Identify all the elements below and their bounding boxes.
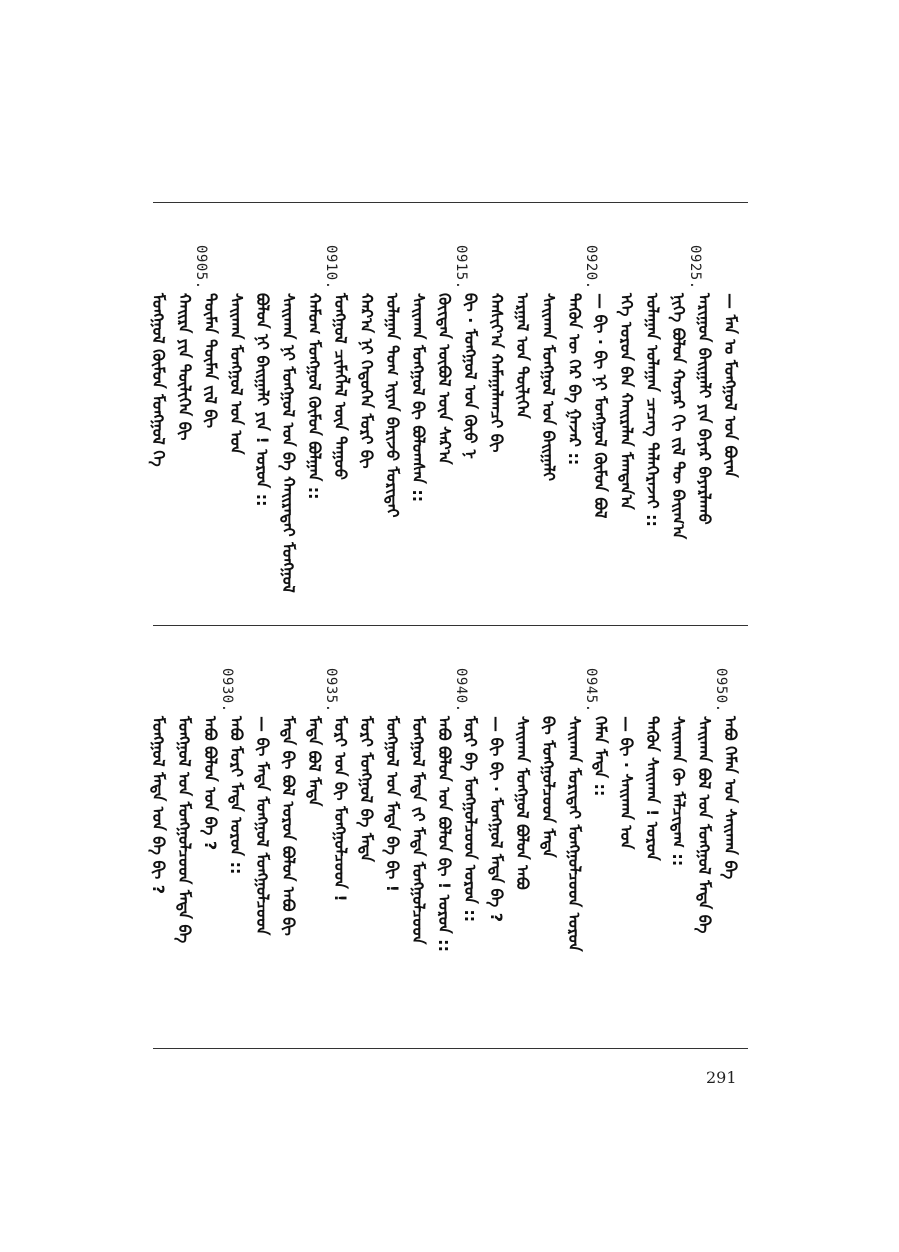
verse-line: — ᠪᠢ · ᠰᠠᠢᠬᠠᠨ ᠤᠨ: [617, 716, 636, 850]
line-number: 0935.: [323, 668, 339, 713]
line-number: 0945.: [583, 668, 599, 713]
line-number: 0925.: [687, 245, 703, 290]
verse-line: ᠰᠠᠢᠬᠠᠨ ᠨᠢ ᠮᠣᠩᠭᠣᠯ ᠤᠨ ᠪᠠ ᠬᠠᠢᠷᠠᠲᠠᠢ ᠮᠣᠩᠭᠣᠯ: [279, 293, 298, 593]
line-number: 0905.: [193, 245, 209, 290]
verse-column: [297, 668, 327, 1048]
verse-line: ᠬᠡᠮᠡᠨ ᠮᠡᠳᠡ ::: [591, 716, 610, 797]
verse-column: [401, 245, 431, 625]
verse-line: ᠮᠣᠩᠭᠣᠯ ᠤᠨ ᠮᠡᠳᠡ ᠪᠠ ᠪᠢ !: [383, 716, 402, 893]
verse-line: ᠰᠠᠢᠬᠠᠨ ᠮᠣᠩᠭᠣᠯ ᠤᠨ ᠤᠨ: [227, 293, 246, 455]
verse-column: [609, 668, 639, 1048]
verse-column: [375, 668, 405, 1048]
verse-column: [505, 668, 535, 1048]
verse-column: [713, 668, 743, 1048]
verse-line: ᠡᠬᠡ ᠣᠷᠣᠨ ᠪᠡᠨ ᠬᠠᠢᠷᠠᠯᠠᠨ ᠮᠠᠭᠲᠠᠨ᠎ᠠ: [617, 293, 636, 510]
verse-column: [687, 245, 717, 625]
verse-line: ᠰᠠᠢᠬᠠᠨ ᠮᠣᠩᠭᠣᠯ ᠪᠢ ᠪᠣᠯᠤᠭᠰᠠᠨ ::: [409, 293, 428, 503]
verse-line: ᠰᠠᠢᠬᠠᠨ ᠬᠦ ᠮᠠᠯᠴᠢᠳᠠᠭ ::: [669, 716, 688, 867]
verse-column: [713, 245, 743, 625]
verse-line: ᠪᠣᠯᠤᠨ ᠨᠢ ᠪᠠᠢᠭ᠋ᠠᠯᠢ ᠶᠢᠨ ! ᠣᠷᠣᠨ ::: [253, 293, 272, 507]
verse-line: — ᠮᠠᠨ ᠤ ᠮᠣᠩᠭᠣᠯ ᠤᠨ ᠪᠣᠶ᠋ᠠᠨ: [721, 293, 740, 478]
verse-column: [583, 245, 613, 625]
line-number: 0950.: [713, 668, 729, 713]
verse-column: [531, 668, 561, 1048]
line-number: 0940.: [453, 668, 469, 713]
verse-line: ᠮᠣᠷᠢ ᠪᠠ ᠮᠣᠩᠭᠣᠯᠴᠤᠳ ᠣᠷᠣᠨ ::: [461, 716, 480, 923]
verse-line: ᠤᠯᠠᠭᠠᠨ ᠲᠤᠭ ᠢᠶᠠᠨ ᠪᠠᠷᠢᠵᠤ ᠮᠣᠷᠢᠲᠠᠢ: [383, 293, 402, 518]
verse-line: ᠲᠡᠭᠦᠨ ᠰᠠᠢᠬᠠᠨ ! ᠣᠷᠣᠨ: [643, 716, 662, 861]
bottom-rule: [153, 1048, 748, 1049]
verse-line: ᠰᠠᠢᠬᠠᠨ ᠪᠣᠯ ᠤᠨ ᠮᠣᠩᠭᠣᠯ ᠮᠡᠳᠡ ᠪᠠ: [695, 716, 714, 934]
verse-line: ᠬᠠᠰᠢᠶ᠎ᠠ ᠬᠠᠮᠠᠭᠠᠯᠠᠭᠴᠢ ᠪᠢ: [487, 293, 506, 453]
verse-line: ᠲᠡᠭᠦᠨ ᠦ ᠭᠡᠷ ᠪᠠ ᠭᠠᠵᠠᠷ ::: [565, 293, 584, 466]
verse-line: ᠬᠠᠷ᠎ᠠ ᠨᠢ ᠬᠡᠳᠦᠭᠡᠨ ᠮᠣᠷᠢ ᠪᠢ: [357, 293, 376, 469]
verse-column: [297, 245, 327, 625]
verse-column: [167, 245, 197, 625]
verse-line: — ᠪᠢ · ᠪᠢ ᠨᠢ ᠮᠣᠩᠭᠣᠯ ᠬᠦᠮᠦᠨ ᠪᠣᠯ: [591, 293, 610, 519]
verse-column: [349, 668, 379, 1048]
verse-column: [271, 245, 301, 625]
verse-line: ᠬᠠᠢᠷᠠ ᠶᠢᠨ ᠲᠦᠯᠢᠭᠡᠨ ᠪᠢ: [175, 293, 194, 441]
verse-line: ᠮᠣᠩᠭᠣᠯ ᠴᠢᠮᠡᠭᠯᠡᠯ ᠦᠨ ᠳᠠᠭᠤᠤ: [331, 293, 350, 480]
verse-line: ᠠᠷᠢᠭᠤᠨ ᠪᠠᠢᠭ᠋ᠠᠯᠢ ᠶᠢᠨ ᠪᠠᠶᠠᠷ ᠪᠠᠶᠠᠷᠯᠠᠬᠤ: [695, 293, 714, 525]
verse-column: [635, 668, 665, 1048]
verse-column: [583, 668, 613, 1048]
verse-line: — ᠪᠢ ᠪᠢ · ᠮᠣᠩᠭᠣᠯ ᠮᠡᠳᠡ ᠪᠠ ?: [487, 716, 506, 923]
verse-column: [219, 245, 249, 625]
lower-verse-block: [149, 626, 748, 1047]
verse-column: [167, 668, 197, 1048]
verse-column: [427, 245, 457, 625]
verse-column: [245, 245, 275, 625]
verse-column: [609, 245, 639, 625]
page-number: 291: [706, 1068, 737, 1087]
verse-column: [401, 668, 431, 1048]
verse-line: ᠠᠪᠤ ᠪᠣᠯᠤᠨ ᠤᠨ ᠪᠠ ?: [201, 716, 220, 851]
verse-line: ᠪᠢ · ᠮᠣᠩᠭᠣᠯ ᠤᠨ ᠬᠦᠦ ᠨ: [461, 293, 480, 459]
verse-line: ᠤᠯᠠᠭᠠᠨ ᠤᠯᠠᠭᠠᠨ ᠴᠡᠴᠡᠭ ᠳᠡᠯᠡᠭᠡᠷᠡᠵᠡᠢ ::: [643, 293, 662, 527]
verse-line: ᠠᠷᠭᠠᠯ ᠤᠨ ᠲᠦᠯᠢᠭᠡᠨ: [513, 293, 532, 419]
verse-column: [271, 668, 301, 1048]
verse-line: ᠲᠦᠮᠡᠨ ᠲᠦᠮᠡᠨ ᠵᠢᠯ ᠪᠢ: [201, 293, 220, 429]
verse-line: ᠰᠠᠢᠬᠠᠨ ᠮᠣᠩᠭᠣᠯ ᠪᠣᠯᠤᠨ ᠠᠪᠤ: [513, 716, 532, 890]
verse-line: ᠮᠡᠳᠡ ᠪᠣᠯ ᠮᠡᠳᠡ: [305, 716, 324, 807]
verse-column: [141, 245, 171, 625]
verse-line: ᠪᠢ ᠮᠣᠩᠭᠣᠯᠴᠤᠳ ᠮᠡᠳᠡ: [539, 716, 558, 858]
upper-verse-block: [149, 203, 748, 624]
line-number: 0920.: [583, 245, 599, 290]
verse-line: ᠬᠦᠢᠲᠡᠨ ᠦᠪᠦᠯ ᠦᠨ ᠰᠠᠷ᠎ᠠ: [435, 293, 454, 465]
verse-column: [687, 668, 717, 1048]
verse-line: ᠰᠠᠢᠬᠠᠨ ᠮᠣᠩᠭᠣᠯ ᠤᠨ ᠪᠠᠢᠭ᠋ᠠᠯᠢ: [539, 293, 558, 482]
verse-line: ᠬᠠᠮᠤᠭ ᠮᠣᠩᠭᠣᠯ ᠬᠦᠮᠦᠨ ᠪᠣᠯᠭᠠᠨ ::: [305, 293, 324, 500]
verse-column: [141, 668, 171, 1048]
verse-column: [427, 668, 457, 1048]
verse-line: ᠮᠡᠳᠡ ᠪᠢ ᠪᠣᠯ ᠣᠷᠣᠨ ᠪᠣᠯᠤᠨ ᠠᠪᠤ ᠪᠢ: [279, 716, 298, 936]
verse-column: [661, 668, 691, 1048]
verse-line: ᠮᠣᠩᠭᠣᠯ ᠮᠡᠳᠡ ᠤᠨ ᠪᠠ ᠪᠢ ?: [149, 716, 168, 895]
verse-column: [635, 245, 665, 625]
verse-line: ᠮᠣᠷᠢ ᠤᠨ ᠪᠢ ᠮᠣᠩᠭᠣᠯᠴᠤᠳ !: [331, 716, 350, 902]
verse-line: — ᠪᠢ ᠮᠡᠳᠡ ᠮᠣᠩᠭᠣᠯ ᠮᠣᠩᠭᠣᠯᠴᠤᠳ: [253, 716, 272, 936]
line-number: 0930.: [219, 668, 235, 713]
verse-column: [531, 245, 561, 625]
verse-line: ᠮᠣᠩᠭᠣᠯ ᠬᠦᠮᠦᠨ ᠮᠣᠩᠭᠣᠯ ᠬᠡ: [149, 293, 168, 467]
line-number: 0915.: [453, 245, 469, 290]
verse-column: [375, 245, 405, 625]
verse-line: ᠮᠣᠷᠢ ᠮᠣᠩᠭᠣᠯ ᠪᠠ ᠮᠡᠳᠡ: [357, 716, 376, 862]
verse-column: [349, 245, 379, 625]
verse-column: [557, 668, 587, 1048]
verse-column: [193, 245, 223, 625]
verse-line: ᠮᠣᠩᠭᠣᠯ ᠮᠡᠳᠡ ᠵᠢ ᠮᠡᠳᠡ ᠮᠣᠩᠭᠣᠯᠴᠤᠳ: [409, 716, 428, 945]
verse-line: ᠨᠢᠭᠡ ᠪᠣᠯᠤᠨ ᠬᠣᠶᠠᠷ ᠬᠢ ᠵᠢᠯ ᠲᠦ ᠪᠠᠢᠭ᠎ᠠ: [669, 293, 688, 540]
verse-column: [245, 668, 275, 1048]
verse-column: [323, 668, 353, 1048]
verse-column: [557, 245, 587, 625]
verse-line: ᠮᠣᠩᠭᠣᠯ ᠤᠨ ᠮᠣᠩᠭᠣᠯᠴᠤᠳ ᠮᠡᠳᠡ ᠪᠠ: [175, 716, 194, 944]
line-number: 0910.: [323, 245, 339, 290]
verse-column: [661, 245, 691, 625]
verse-column: [193, 668, 223, 1048]
verse-column: [453, 668, 483, 1048]
verse-line: ᠠᠪᠤ ᠪᠣᠯᠤᠨ ᠤᠨ ᠪᠣᠯᠤᠨ ᠪᠢ ! ᠣᠷᠣᠨ ::: [435, 716, 454, 952]
verse-line: ᠠᠪᠤ ᠮᠣᠷᠢ ᠮᠡᠳᠡ ᠣᠷᠣᠨ ::: [227, 716, 246, 875]
verse-line: ᠠᠪᠤ ᠬᠡᠮᠡᠨ ᠤᠨ ᠰᠠᠢᠬᠠᠨ ᠪᠠ: [721, 716, 740, 880]
verse-column: [479, 668, 509, 1048]
verse-column: [505, 245, 535, 625]
verse-column: [323, 245, 353, 625]
verse-column: [453, 245, 483, 625]
verse-column: [479, 245, 509, 625]
verse-column: [219, 668, 249, 1048]
verse-line: ᠰᠠᠢᠬᠠᠨ ᠮᠣᠷᠢᠲᠠᠢ ᠮᠣᠩᠭᠣᠯᠴᠤᠳ ᠣᠷᠣᠨ: [565, 716, 584, 952]
